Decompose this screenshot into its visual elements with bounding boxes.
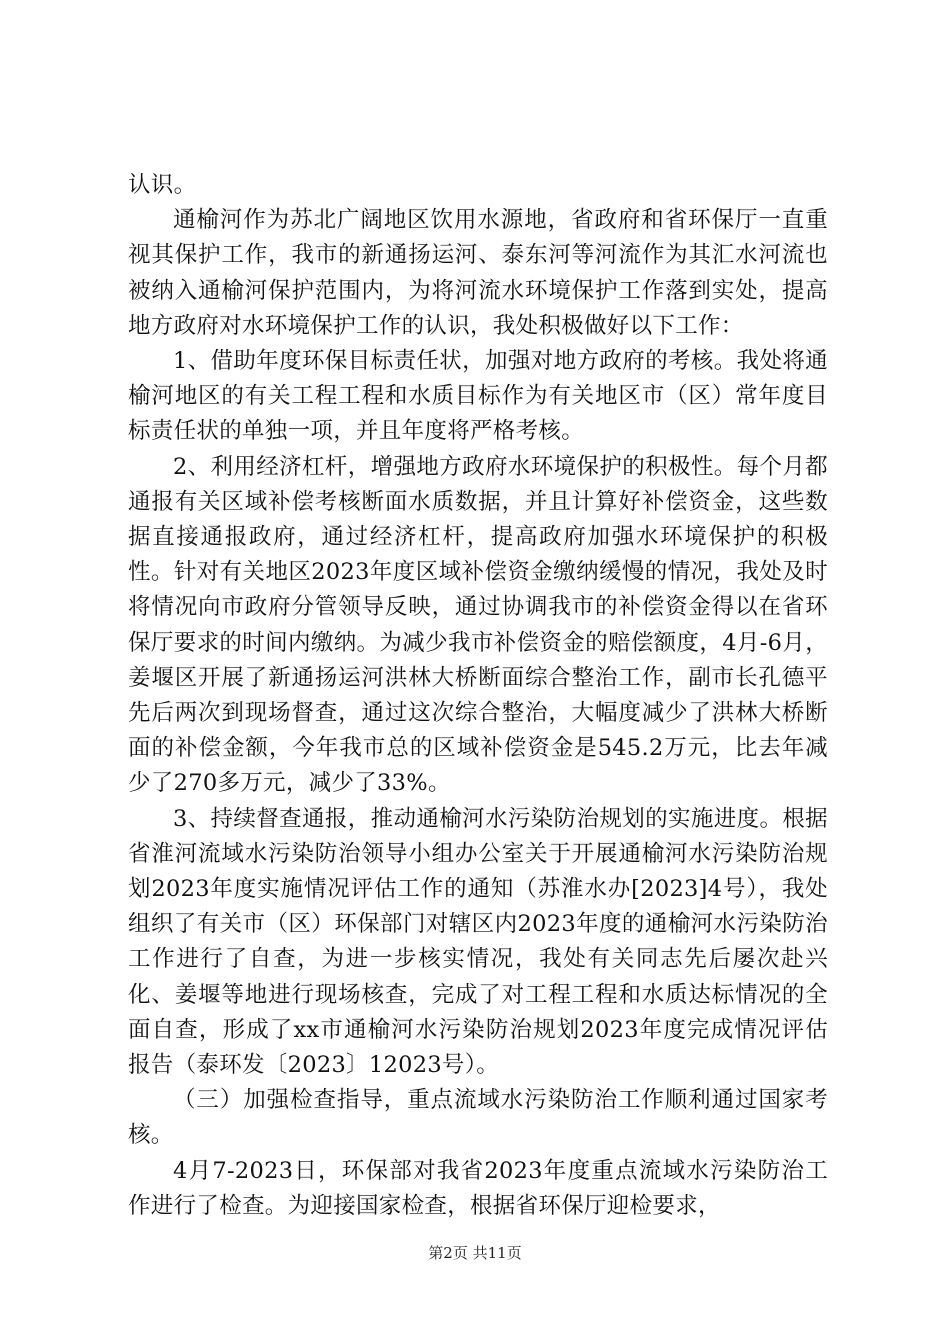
paragraph-item-3: 3、持续督查通报，推动通榆河水污染防治规划的实施进度。根据省淮河流域水污染防治领导小组办公室关于开展通榆河水污染防治规划2023年度实施情况评估工作的通知（苏淮水办[2023]4号），我处组织了有关市（区）环保部门对辖区内2023年度的通榆河水污染防治工作进行了自查，为进一步核实情况，我处有关同志先后屡次赴兴化、姜堰等地进行现场核查，完成了对工程工程和水质达标情况的全面自查，形成了xx市通榆河水污染防治规划2023年度完成情况评估报告（泰环发〔2023〕12023号）。: [128, 805, 828, 1079]
document-body: [128, 168, 828, 1224]
paragraph-intro: 通榆河作为苏北广阔地区饮用水源地，省政府和省环保厅一直重视其保护工作，我市的新通扬运河、泰东河等河流作为其汇水河流也被纳入通榆河保护范围内，为将河流水环境保护工作落到实处，提高地方政府对水环境保护工作的认识，我处积极做好以下工作：: [128, 207, 828, 339]
paragraph-inspection: 4月7-2023日，环保部对我省2023年度重点流域水污染防治工作进行了检查。为迎接国家检查，根据省环保厅迎检要求，: [128, 1157, 828, 1219]
paragraph-item-1: 1、借助年度环保目标责任状，加强对地方政府的考核。我处将通榆河地区的有关工程工程和水质目标作为有关地区市（区）常年度目标责任状的单独一项，并且年度将严格考核。: [128, 348, 828, 445]
paragraph-item-2: 2、利用经济杠杆，增强地方政府水环境保护的积极性。每个月都通报有关区域补偿考核断面水质数据，并且计算好补偿资金，这些数据直接通报政府，通过经济杠杆，提高政府加强水环境保护的积极性。针对有关地区2023年度区域补偿资金缴纳缓慢的情况，我处及时将情况向市政府分管领导反映，通过协调我市的补偿资金得以在省环保厅要求的时间内缴纳。为减少我市补偿资金的赔偿额度，4月-6月，姜堰区开展了新通扬运河洪林大桥断面综合整治工作，副市长孔德平先后两次到现场督查，通过这次综合整治，大幅度减少了洪林大桥断面的补偿金额，今年我市总的区域补偿资金是545.2万元，比去年减少了270多万元，减少了33%。: [128, 453, 828, 797]
section-heading-3: （三）加强检查指导，重点流域水污染防治工作顺利通过国家考核。: [128, 1087, 828, 1149]
paragraph-continuation: 认识。: [128, 172, 197, 198]
page-footer: 第2页 共11页: [428, 1244, 522, 1262]
